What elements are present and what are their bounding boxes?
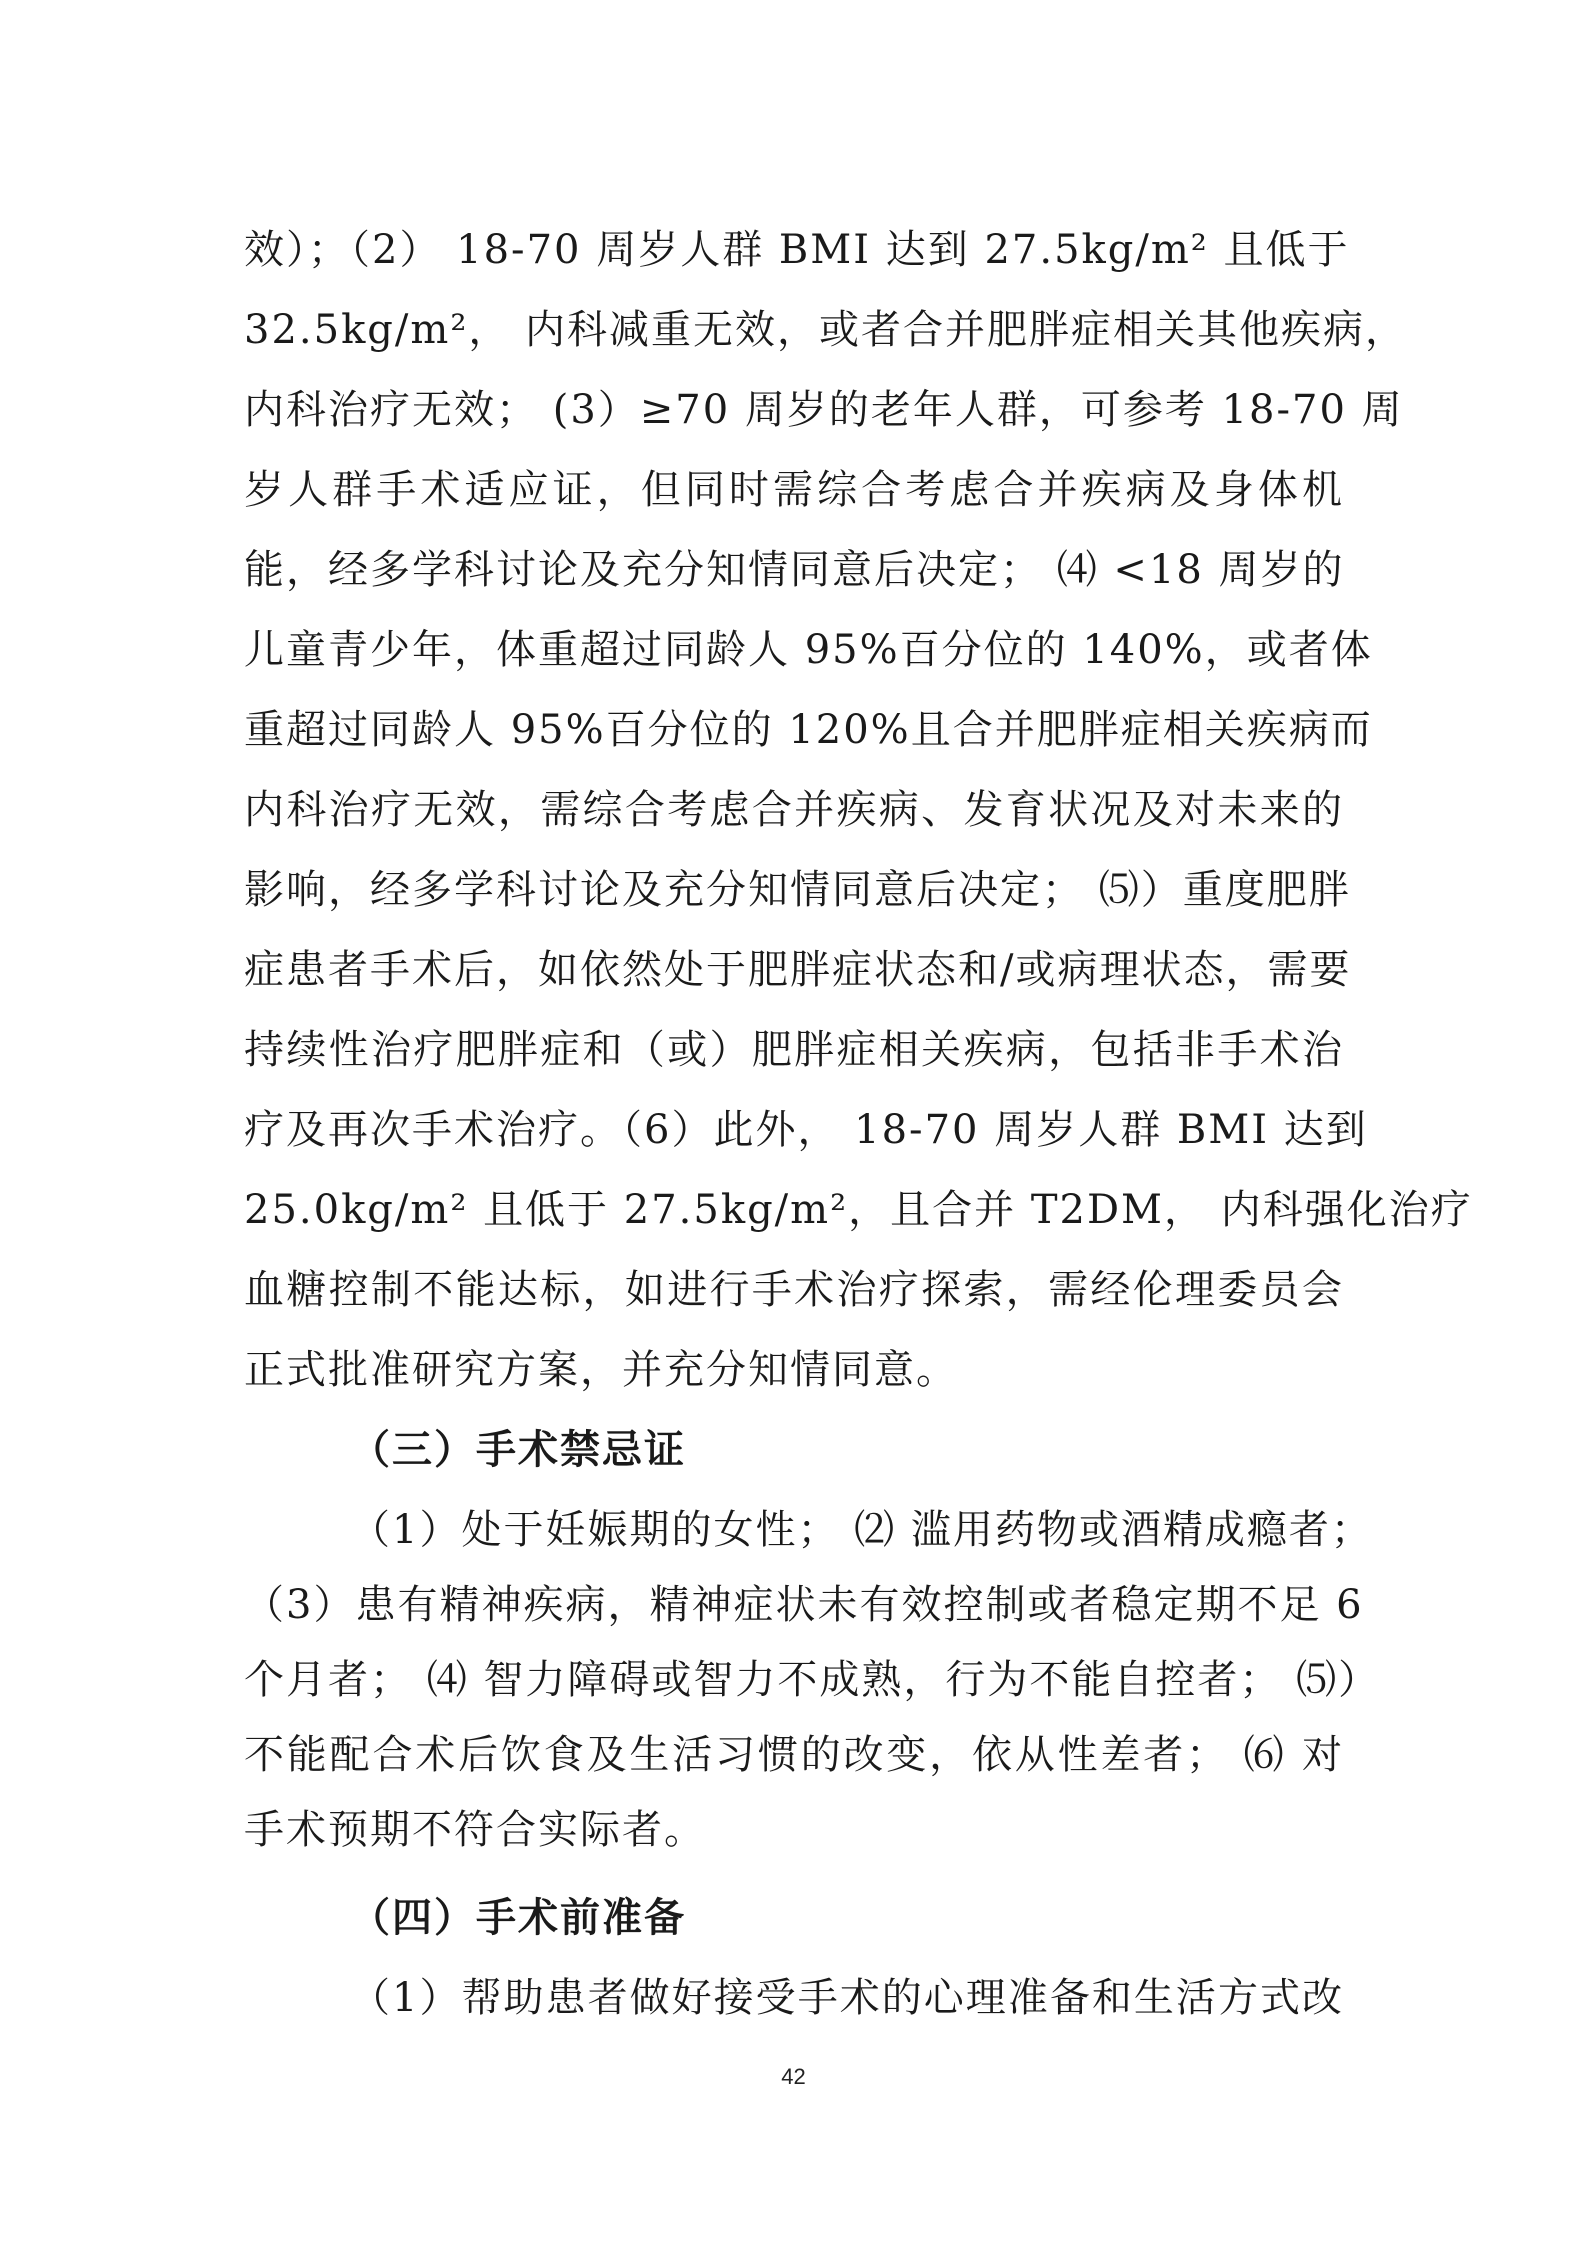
body-line: 个月者； ⑷ 智力障碍或智力不成熟，行为不能自控者； ⑸）: [244, 1657, 1381, 1703]
section-heading: （三）手术禁忌证: [350, 1426, 686, 1473]
body-line: （1）处于妊娠期的女性； ⑵ 滥用药物或酒精成瘾者；: [350, 1507, 1373, 1553]
body-line: 能，经多学科讨论及充分知情同意后决定； ⑷ <18 周岁的: [244, 547, 1345, 593]
body-line: 效）；（2） 18-70 周岁人群 BMI 达到 27.5kg/m² 且低于: [244, 227, 1350, 273]
body-line: 内科治疗无效，需综合考虑合并疾病、发育状况及对未来的: [244, 787, 1344, 833]
page-number: 42: [781, 2064, 806, 2089]
section-heading: （四）手术前准备: [350, 1894, 686, 1941]
body-line: 儿童青少年，体重超过同龄人 95%百分位的 140%，或者体: [244, 627, 1373, 673]
body-line: 血糖控制不能达标，如进行手术治疗探索，需经伦理委员会: [244, 1267, 1344, 1313]
body-line: 不能配合术后饮食及生活习惯的改变，依从性差者； ⑹ 对: [244, 1732, 1344, 1778]
body-line: 手术预期不符合实际者。: [244, 1807, 706, 1853]
body-line: 岁人群手术适应证，但同时需综合考虑合并疾病及身体机: [244, 467, 1344, 513]
body-line: 症患者手术后，如依然处于肥胖症状态和/或病理状态，需要: [244, 947, 1352, 993]
body-line: 正式批准研究方案，并充分知情同意。: [244, 1347, 958, 1393]
body-line: 疗及再次手术治疗。（6）此外， 18-70 周岁人群 BMI 达到: [244, 1107, 1368, 1153]
body-line: 影响，经多学科讨论及充分知情同意后决定； ⑸）重度肥胖: [244, 867, 1351, 913]
body-line: 25.0kg/m² 且低于 27.5kg/m²，且合并 T2DM， 内科强化治疗: [244, 1187, 1473, 1233]
body-line: 内科治疗无效； (3）≥70 周岁的老年人群，可参考 18-70 周: [244, 387, 1404, 433]
body-line: （1）帮助患者做好接受手术的心理准备和生活方式改: [350, 1975, 1344, 2021]
body-line: 32.5kg/m²， 内科减重无效，或者合并肥胖症相关其他疾病，: [244, 307, 1408, 353]
body-line: 重超过同龄人 95%百分位的 120%且合并肥胖症相关疾病而: [244, 707, 1373, 753]
body-line: 持续性治疗肥胖症和（或）肥胖症相关疾病，包括非手术治: [244, 1027, 1344, 1073]
body-line: （3）患有精神疾病，精神症状未有效控制或者稳定期不足 6: [244, 1582, 1364, 1628]
